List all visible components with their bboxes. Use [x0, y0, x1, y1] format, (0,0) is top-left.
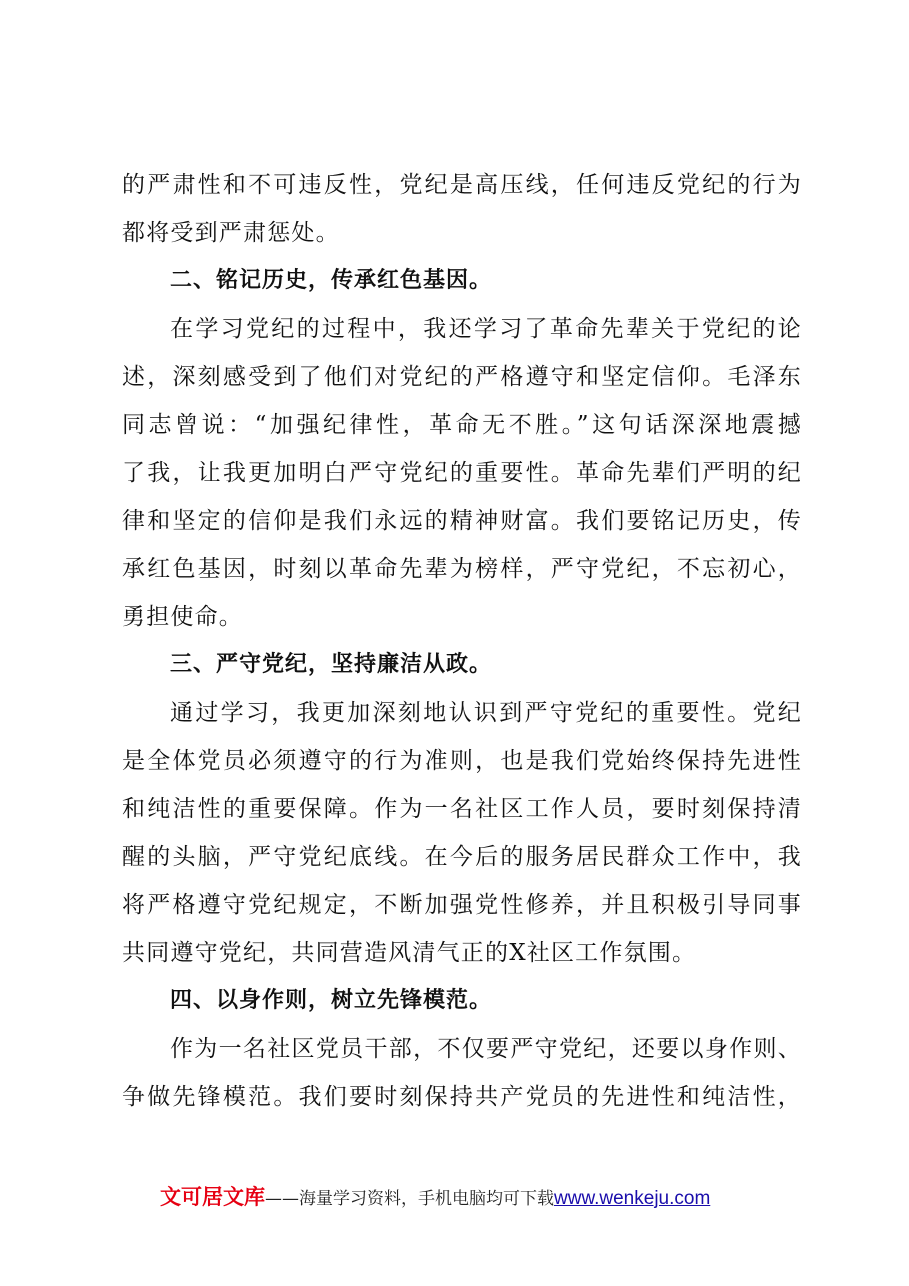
footer-brand-name: 文可居文库: [160, 1185, 265, 1209]
footer-dash: ——: [265, 1189, 299, 1209]
body-text-line: 通过学习，我更加深刻地认识到严守党纪的重要性。党纪: [170, 700, 802, 726]
body-text-line: 都将受到严肃惩处。: [122, 220, 340, 246]
body-text-line: 醒的头脑，严守党纪底线。在今后的服务居民群众工作中，我: [122, 844, 802, 870]
body-text-line: 在学习党纪的过程中，我还学习了革命先辈关于党纪的论: [170, 316, 802, 342]
section-heading: 四、以身作则，树立先锋模范。: [170, 988, 493, 1013]
body-text-line: 了我，让我更加明白严守党纪的重要性。革命先辈们严明的纪: [122, 460, 802, 486]
footer-banner: [160, 1180, 710, 1214]
section-heading: 二、铭记历史，传承红色基因。: [170, 268, 493, 293]
body-text-line: 将严格遵守党纪规定，不断加强党性修养，并且积极引导同事: [122, 892, 802, 918]
footer-website-link[interactable]: www.wenkeju.com: [554, 1188, 711, 1209]
body-text-line: 作为一名社区党员干部，不仅要严守党纪，还要以身作则、: [170, 1036, 802, 1062]
body-text-line: 述，深刻感受到了他们对党纪的严格遵守和坚定信仰。毛泽东: [122, 364, 802, 390]
body-text-line: 争做先锋模范。我们要时刻保持共产党员的先进性和纯洁性，: [122, 1084, 802, 1110]
body-text-line: 是全体党员必须遵守的行为准则，也是我们党始终保持先进性: [122, 748, 802, 774]
body-text-line: 和纯洁性的重要保障。作为一名社区工作人员，要时刻保持清: [122, 796, 802, 822]
body-text-line: 同志曾说：“加强纪律性，革命无不胜。”这句话深深地震撼: [122, 412, 802, 438]
footer-slogan: 海量学习资料，手机电脑均可下载: [299, 1189, 554, 1209]
body-text-line: 的严肃性和不可违反性，党纪是高压线，任何违反党纪的行为: [122, 172, 802, 198]
section-heading: 三、严守党纪，坚持廉洁从政。: [170, 652, 493, 677]
body-text-line: 承红色基因，时刻以革命先辈为榜样，严守党纪，不忘初心，: [122, 556, 802, 582]
body-text-line: 共同遵守党纪，共同营造风清气正的X社区工作氛围。: [122, 940, 697, 966]
body-text-line: 律和坚定的信仰是我们永远的精神财富。我们要铭记历史，传: [122, 508, 802, 534]
body-text-line: 勇担使命。: [122, 604, 243, 630]
